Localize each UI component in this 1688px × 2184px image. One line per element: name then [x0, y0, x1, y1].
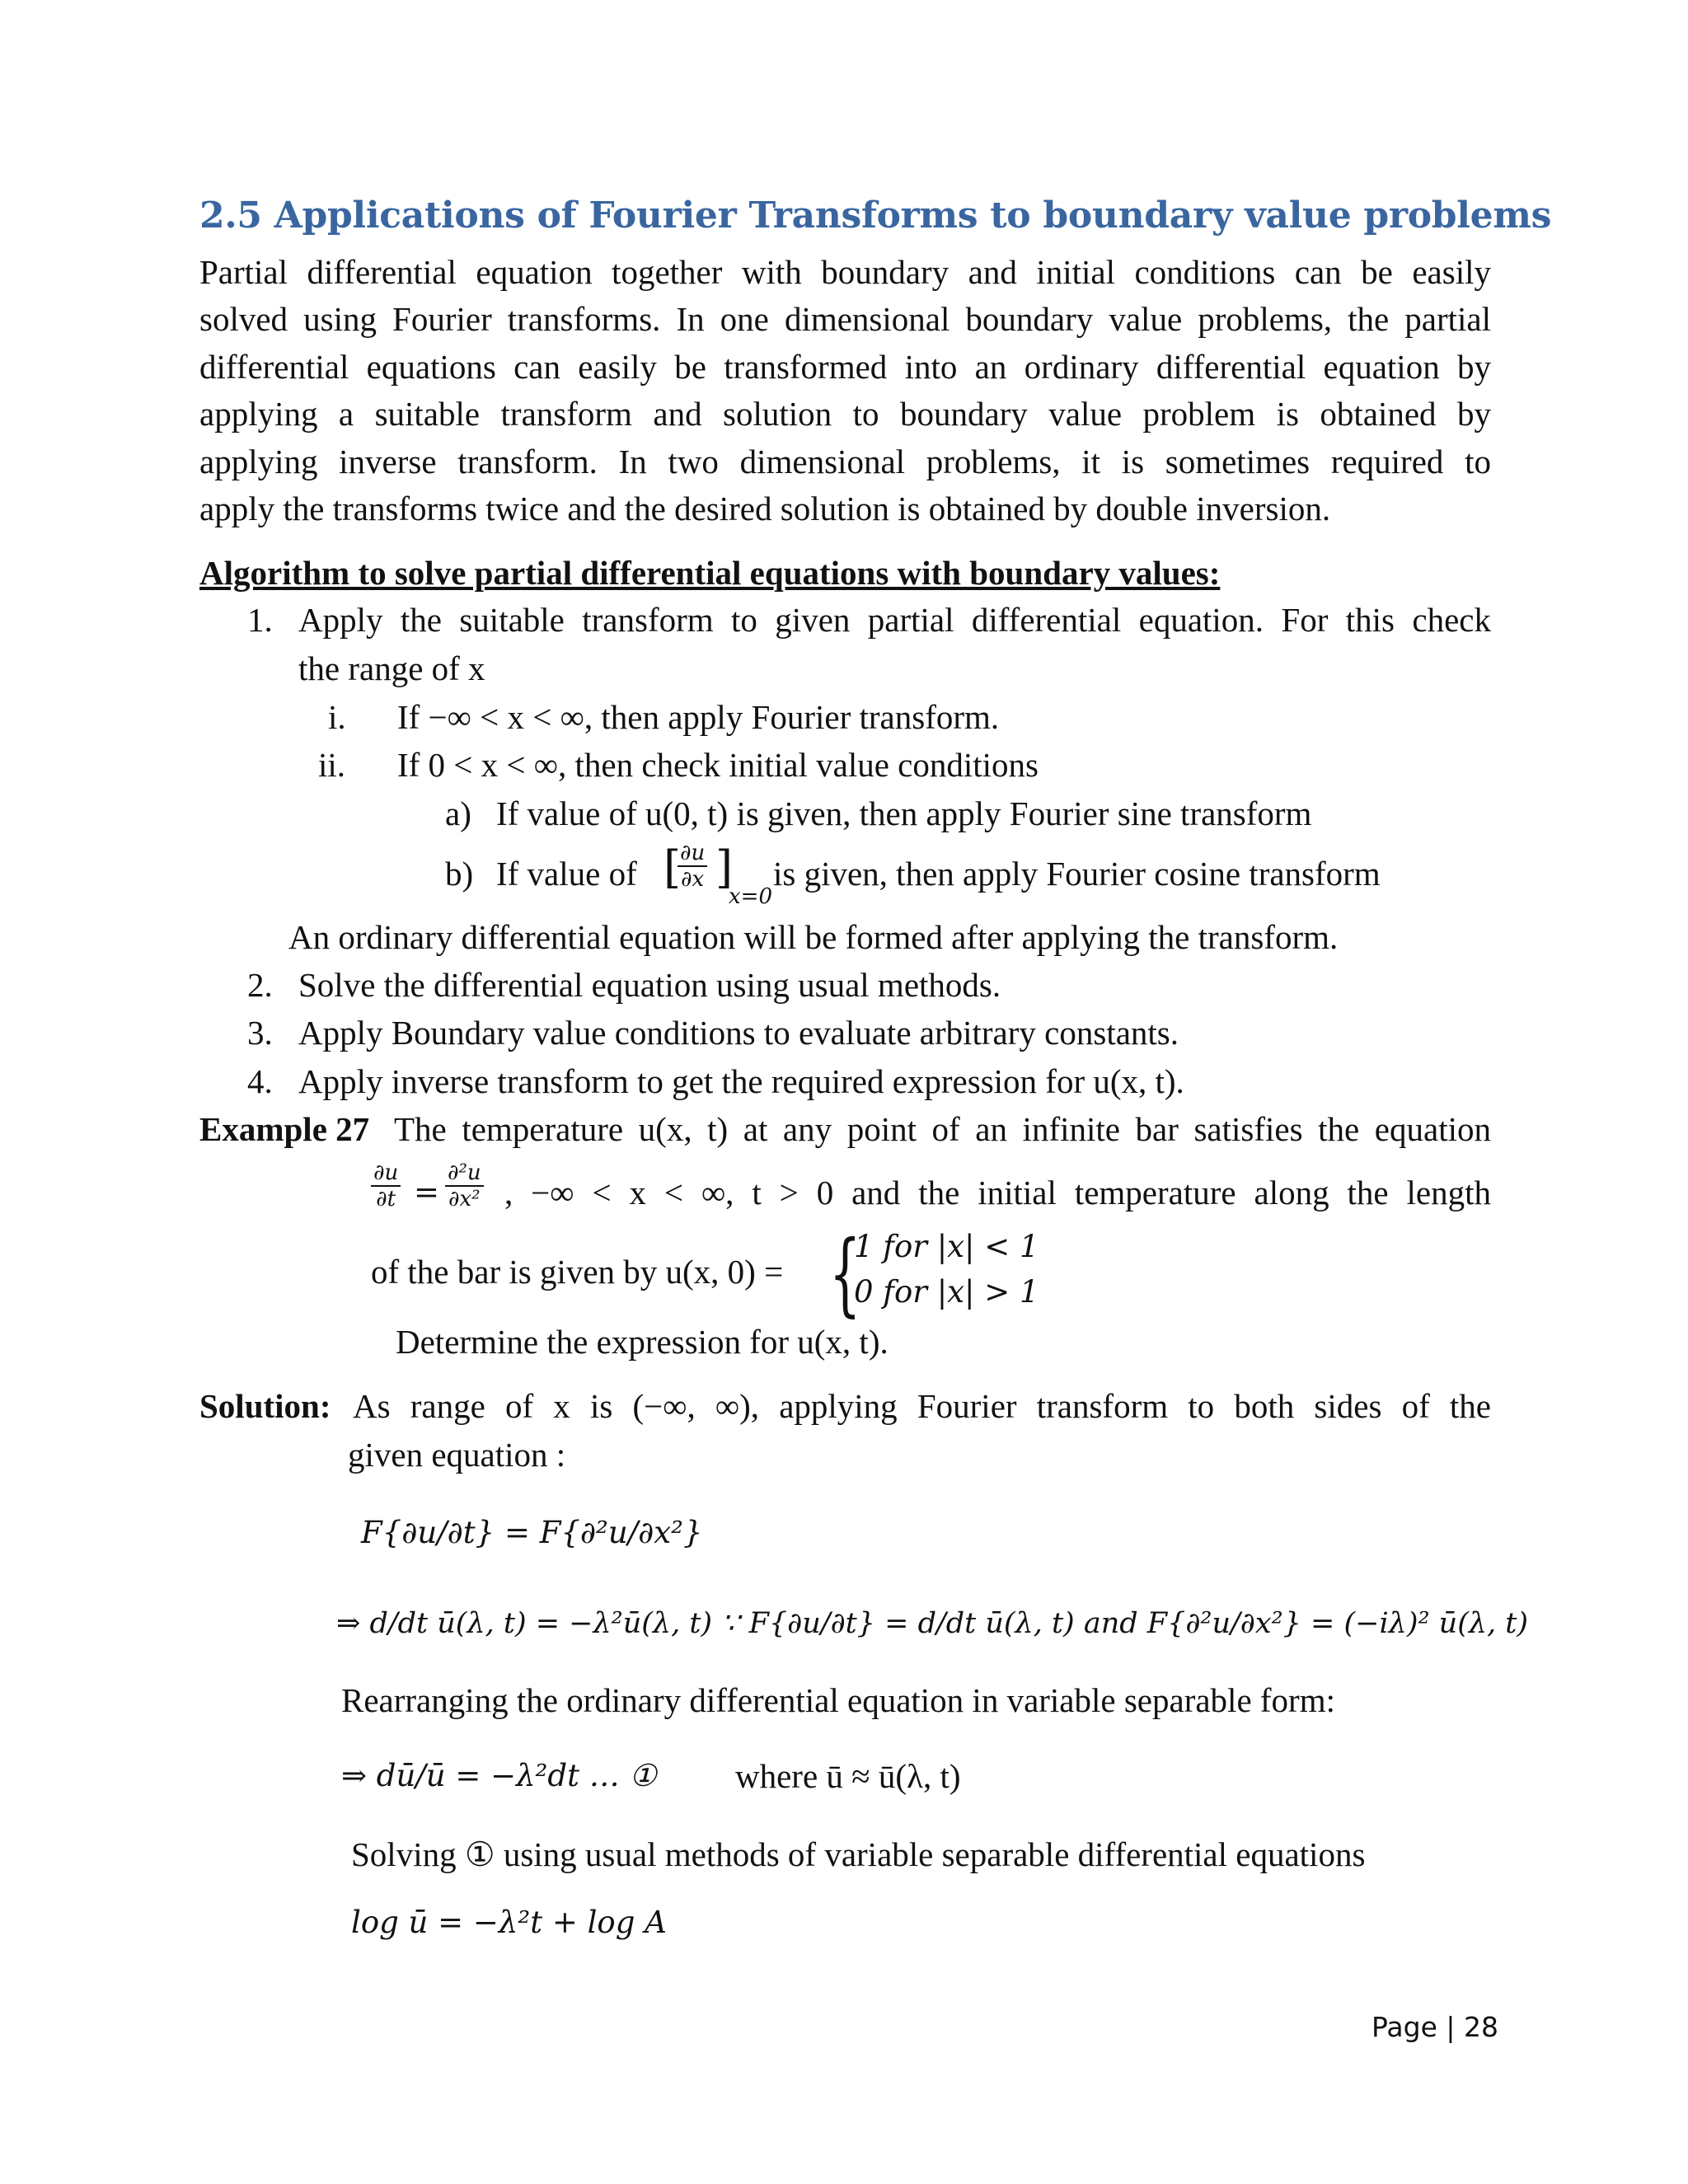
ode-note: An ordinary differential equation will be formed after applying the transform. — [288, 918, 1339, 956]
equation-3-where: where ū ≈ ū(λ, t) — [735, 1757, 961, 1795]
eq-rhs-den: ∂x² — [448, 1187, 481, 1212]
step2-text: Solve the differential equation using usual methods. — [298, 966, 1001, 1004]
sub-b-pre: If value of — [496, 855, 637, 893]
equation-1: F{∂u/∂t} = F{∂²u/∂x²} — [361, 1515, 703, 1550]
example-line2-rest: , −∞ < x < ∞, t > 0 and the initial temperature along the length — [504, 1174, 1491, 1212]
solution-label: Solution: — [199, 1387, 331, 1425]
example-label: Example 27 — [199, 1110, 370, 1148]
eq-lhs-num: ∂u — [371, 1160, 401, 1187]
equation-4: log ū = −λ²t + log A — [351, 1905, 667, 1940]
step3-text: Apply Boundary value conditions to evaluate arbitrary constants. — [298, 1014, 1179, 1052]
example-line3-pre: of the bar is given by u(x, 0) = — [371, 1253, 784, 1291]
sub-ii-marker: ii. — [318, 746, 346, 784]
eq-rhs-fraction — [445, 1160, 484, 1212]
intro-line-2: solved using Fourier transforms. In one dimensional boundary value problems, the partial — [199, 300, 1491, 338]
sub-b-bracket-open: [ — [663, 841, 682, 893]
step4-marker: 4. — [247, 1062, 273, 1100]
example-line4: Determine the expression for u(x, t). — [396, 1323, 889, 1361]
intro-line-4: applying a suitable transform and solution to boundary value problem is obtained by — [199, 395, 1491, 433]
eq-equals: = — [414, 1174, 440, 1210]
sub-b-subscript: x=0 — [729, 884, 772, 909]
step1-line1: Apply the suitable transform to given partial differential equation. For this check — [298, 601, 1491, 639]
sub-i-text: If −∞ < x < ∞, then apply Fourier transform. — [397, 698, 1000, 736]
solution-line1: As range of x is (−∞, ∞), applying Fourier transform to both sides of the — [353, 1387, 1491, 1425]
sub-b-post: is given, then apply Fourier cosine transform — [773, 855, 1381, 893]
solving-text: Solving ① using usual methods of variable separable differential equations — [351, 1835, 1366, 1873]
rearrange-text: Rearranging the ordinary differential equation in variable separable form: — [341, 1681, 1335, 1719]
equation-2: ⇒ d/dt ū(λ, t) = −λ²ū(λ, t) ∵ F{∂u/∂t} = d/dt ū(λ, t) and F{∂²u/∂x²} = (−iλ)² ū(λ, t) — [336, 1607, 1529, 1640]
cases-brace: { — [829, 1221, 861, 1326]
intro-line-6: apply the transforms twice and the desired solution is obtained by double inversion. — [199, 490, 1331, 527]
case-2: 0 for |x| > 1 — [854, 1274, 1039, 1310]
step3-marker: 3. — [247, 1014, 273, 1052]
sub-b-bracket-close: ] — [715, 841, 734, 893]
example-line1: The temperature u(x, t) at any point of an infinite bar satisfies the equation — [394, 1110, 1491, 1148]
sub-a-text: If value of u(0, t) is given, then apply Fourier sine transform — [496, 794, 1312, 832]
equation-3: ⇒ dū/ū = −λ²dt … ① — [341, 1758, 657, 1793]
step2-marker: 2. — [247, 966, 273, 1004]
sub-a-marker: a) — [445, 794, 471, 832]
step1-line2: the range of x — [298, 649, 485, 687]
sub-b-num: ∂u — [678, 841, 707, 867]
eq-rhs-num: ∂²u — [445, 1160, 484, 1187]
eq-lhs-den: ∂t — [376, 1187, 396, 1212]
sub-b-den: ∂x — [681, 867, 705, 892]
sub-i-marker: i. — [328, 698, 346, 736]
step1-marker: 1. — [247, 601, 273, 639]
eq-lhs-fraction — [371, 1160, 401, 1212]
step4-text: Apply inverse transform to get the required expression for u(x, t). — [298, 1062, 1184, 1100]
case-1: 1 for |x| < 1 — [854, 1229, 1039, 1264]
sub-b-fraction — [678, 841, 707, 892]
sub-ii-text: If 0 < x < ∞, then check initial value conditions — [397, 746, 1039, 784]
intro-line-3: differential equations can easily be transformed into an ordinary differential equation by — [199, 348, 1491, 386]
section-heading: 2.5 Applications of Fourier Transforms to boundary value problems — [199, 194, 1552, 237]
solution-line2: given equation : — [348, 1436, 566, 1474]
intro-line-1: Partial differential equation together with boundary and initial conditions can be easily — [199, 253, 1491, 291]
sub-b-marker: b) — [445, 855, 474, 893]
algorithm-title: Algorithm to solve partial differential equations with boundary values: — [199, 554, 1221, 592]
page-number: Page | 28 — [1372, 2011, 1498, 2043]
intro-line-5: applying inverse transform. In two dimensional problems, it is sometimes required to — [199, 443, 1491, 480]
